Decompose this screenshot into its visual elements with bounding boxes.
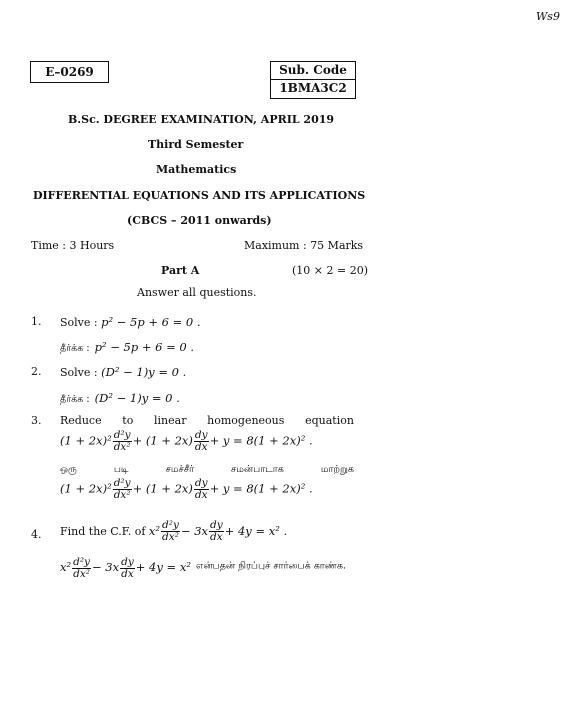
q1-english-math: p² − 5p + 6 = 0 . [101, 315, 201, 329]
q3-word: linear [154, 414, 187, 427]
q3-tamil-word: மாற்றுக [320, 464, 354, 475]
q3-word: equation [305, 414, 354, 427]
q3-word: to [122, 414, 134, 427]
q2-tamil-prefix: தீர்க்க : [60, 394, 90, 405]
instruction: Answer all questions. [137, 286, 257, 299]
q3-tamil-word: படி [113, 464, 129, 475]
semester: Third Semester [148, 138, 244, 151]
part-marks: (10 × 2 = 20) [292, 264, 368, 277]
q3-tamil-text [60, 464, 354, 476]
max-marks: Maximum : 75 Marks [244, 239, 364, 252]
q3-word: homogeneous [207, 414, 285, 427]
time-allowed: Time : 3 Hours [31, 239, 115, 252]
q3-tamil-equation: (1 + 2x)² $\frac{\text{d²y}}{\text{dx²}}$ + (1 + 2x) $\frac{dy}{dx}$ + y = 8(1 + 2x)² . [60, 477, 313, 501]
paper-code-box: E–0269 [30, 61, 109, 83]
q3-number: 3. [31, 414, 42, 427]
q1-english-prefix: Solve : [60, 316, 98, 329]
scheme: (CBCS – 2011 onwards) [127, 214, 272, 227]
q3-tamil-word: சமச்சீர் [165, 464, 194, 475]
part-label: Part A [161, 264, 200, 277]
corner-mark: Ws9 [536, 10, 560, 23]
q1-tamil-prefix: தீர்க்க : [60, 343, 90, 354]
q2-english-math: (D² − 1)y = 0 . [101, 365, 187, 379]
q3-english-equation: (1 + 2x)² $\frac{\text{d²y}}{\text{dx²}}$ + (1 + 2x) $\frac{dy}{dx}$ + y = 8(1 + 2x)² . [60, 429, 313, 453]
q1-tamil [60, 336, 194, 355]
q4-english [60, 520, 287, 543]
q2-english-prefix: Solve : [60, 366, 98, 379]
q1-tamil-math: p² − 5p + 6 = 0 . [94, 340, 195, 354]
q2-tamil [60, 387, 180, 406]
exam-title: B.Sc. DEGREE EXAMINATION, APRIL 2019 [68, 113, 335, 126]
q4-tamil-equation: x² $\frac{\text{d²y}}{\text{dx²}}$ − 3x $\frac{dy}{dx}$ + 4y = x² [60, 555, 191, 580]
q1-english [60, 315, 201, 329]
q2-tamil-math: (D² − 1)y = 0 . [94, 391, 180, 405]
paper-title: DIFFERENTIAL EQUATIONS AND ITS APPLICATIONS [33, 189, 366, 202]
q4-number: 4. [31, 528, 42, 541]
q2-number: 2. [31, 365, 42, 378]
q4-english-equation: x² $\frac{\text{d²y}}{\text{dx²}}$ − 3x $\frac{dy}{dx}$ + 4y = x² . [148, 519, 288, 543]
q4-english-prefix: Find the C.F. of [60, 525, 146, 538]
sub-code-value: 1BMA3C2 [279, 81, 347, 95]
q3-tamil-word: சமன்பாடாக [231, 464, 284, 475]
sub-code-label: Sub. Code [271, 62, 355, 80]
q3-english-text [60, 414, 354, 427]
q3-word: Reduce [60, 414, 102, 427]
q1-number: 1. [31, 315, 42, 328]
q2-english [60, 365, 186, 379]
sub-code-box [270, 61, 356, 99]
subject: Mathematics [156, 163, 237, 176]
q4-tamil [60, 556, 346, 580]
q4-tamil-suffix: என்பதன் நிரப்புச் சார்பைக் காண்க. [196, 560, 346, 572]
q3-tamil-word: ஒரு [60, 464, 77, 475]
